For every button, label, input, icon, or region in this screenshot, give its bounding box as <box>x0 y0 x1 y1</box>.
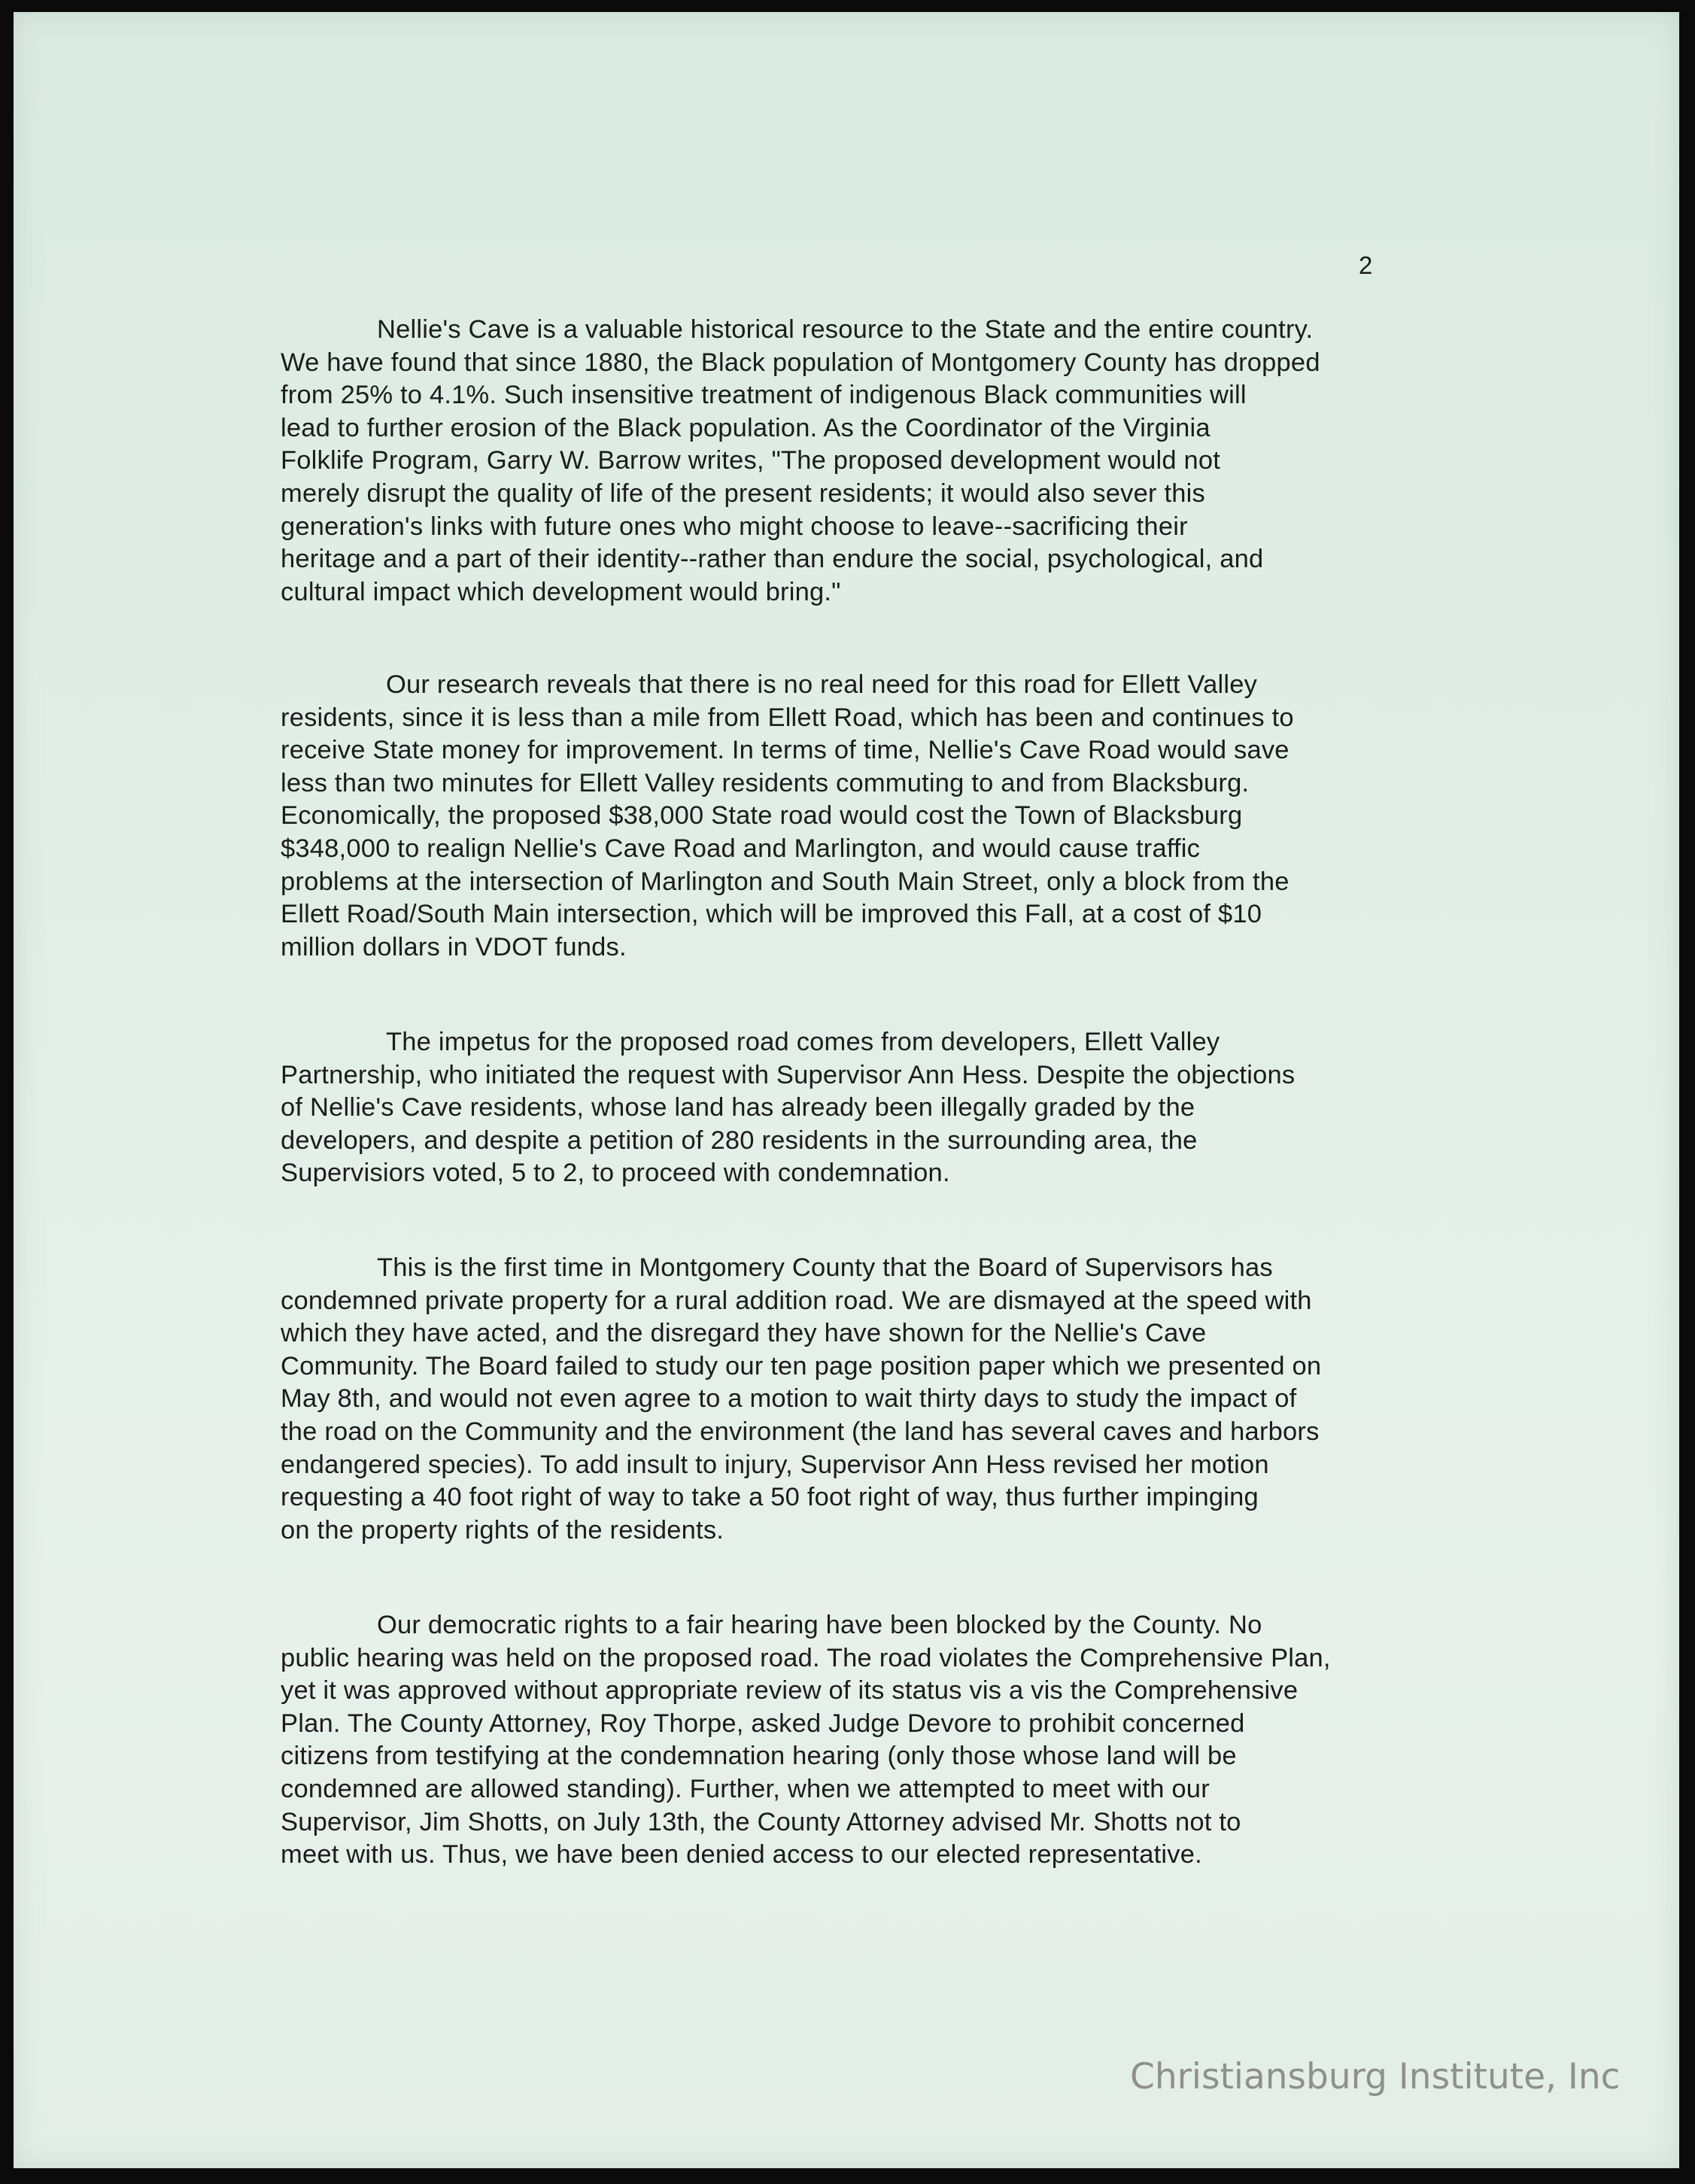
text-line: The impetus for the proposed road comes from developers, Ellett Valley <box>386 1028 1220 1056</box>
text-line: Plan. The County Attorney, Roy Thorpe, asked Judge Devore to prohibit concerned <box>281 1709 1245 1738</box>
text-line: merely disrupt the quality of life of the present residents; it would also sever this <box>281 478 1205 508</box>
text-line: receive State money for improvement. In terms of time, Nellie's Cave Road would save <box>281 736 1289 765</box>
text-line: requesting a 40 foot right of way to take a 50 foot right of way, thus further impinging <box>281 1483 1259 1512</box>
text-line: $348,000 to realign Nellie's Cave Road and Marlington, and would cause traffic <box>281 834 1201 863</box>
watermark: Christiansburg Institute, Inc <box>1130 2056 1621 2097</box>
text-line: Partnership, who initiated the request with Supervisor Ann Hess. Despite the objections <box>281 1060 1296 1089</box>
text-line: public hearing was held on the proposed road. The road violates the Comprehensive Plan, <box>281 1643 1331 1672</box>
text-line: condemned private property for a rural addition road. We are dismayed at the speed with <box>281 1286 1312 1315</box>
text-line: which they have acted, and the disregard they have shown for the Nellie's Cave <box>281 1319 1207 1348</box>
text-line: Community. The Board failed to study our ten page position paper which we presented on <box>281 1351 1322 1381</box>
paragraph-heritage <box>281 314 1454 609</box>
paragraph-democratic-rights <box>281 1609 1454 1872</box>
page-number: 2 <box>1359 251 1373 279</box>
text-line: Ellett Road/South Main intersection, which will be improved this Fall, at a cost of $10 <box>281 900 1262 929</box>
text-line: May 8th, and would not even agree to a motion to wait thirty days to study the impact of <box>281 1384 1297 1414</box>
text-line: Folklife Program, Garry W. Barrow writes, "The proposed development would not <box>281 446 1221 475</box>
text-line: yet it was approved without appropriate review of its status vis a vis the Comprehensive <box>281 1676 1299 1706</box>
text-line: meet with us. Thus, we have been denied access to our elected representative. <box>281 1840 1202 1870</box>
document-page <box>14 12 1679 2168</box>
text-line: endangered species). To add insult to injury, Supervisor Ann Hess revised her motion <box>281 1450 1269 1479</box>
text-line: of Nellie's Cave residents, whose land has already been illegally graded by the <box>281 1093 1195 1122</box>
text-line: the road on the Community and the environment (the land has several caves and harbors <box>281 1417 1320 1446</box>
text-line: We have found that since 1880, the Black population of Montgomery County has dropped <box>281 348 1320 377</box>
text-line: Our research reveals that there is no real need for this road for Ellett Valley <box>386 670 1258 699</box>
paragraph-road-need <box>281 669 1454 964</box>
text-line: condemned are allowed standing). Further, when we attempted to meet with our <box>281 1774 1210 1803</box>
text-line: Our democratic rights to a fair hearing have been blocked by the County. No <box>377 1611 1262 1639</box>
text-line: Supervisor, Jim Shotts, on July 13th, the County Attorney advised Mr. Shotts not to <box>281 1807 1241 1836</box>
text-line: citizens from testifying at the condemnation hearing (only those whose land will be <box>281 1742 1237 1771</box>
text-line: developers, and despite a petition of 280 residents in the surrounding area, the <box>281 1125 1198 1155</box>
paragraph-impetus <box>281 1026 1454 1190</box>
text-line: cultural impact which development would bring." <box>281 577 841 606</box>
text-line: Nellie's Cave is a valuable historical resource to the State and the entire country. <box>377 315 1314 344</box>
text-line: less than two minutes for Ellett Valley residents commuting to and from Blacksburg. <box>281 768 1250 797</box>
text-line: from 25% to 4.1%. Such insensitive treatment of indigenous Black communities will <box>281 381 1247 410</box>
text-line: problems at the intersection of Marlington and South Main Street, only a block from the <box>281 867 1289 896</box>
text-line: Economically, the proposed $38,000 State road would cost the Town of Blacksburg <box>281 801 1243 831</box>
text-line: residents, since it is less than a mile from Ellett Road, which has been and continues to <box>281 703 1294 732</box>
text-line: million dollars in VDOT funds. <box>281 932 627 961</box>
text-line: Supervisiors voted, 5 to 2, to proceed with condemnation. <box>281 1159 950 1188</box>
text-line: generation's links with future ones who might choose to leave--sacrificing their <box>281 512 1188 541</box>
text-line: This is the first time in Montgomery County that the Board of Supervisors has <box>377 1253 1273 1282</box>
paragraph-condemnation <box>281 1252 1454 1547</box>
text-line: on the property rights of the residents. <box>281 1515 724 1545</box>
text-line: lead to further erosion of the Black population. As the Coordinator of the Virginia <box>281 413 1210 442</box>
text-line: heritage and a part of their identity--rather than endure the social, psychological, and <box>281 545 1264 574</box>
